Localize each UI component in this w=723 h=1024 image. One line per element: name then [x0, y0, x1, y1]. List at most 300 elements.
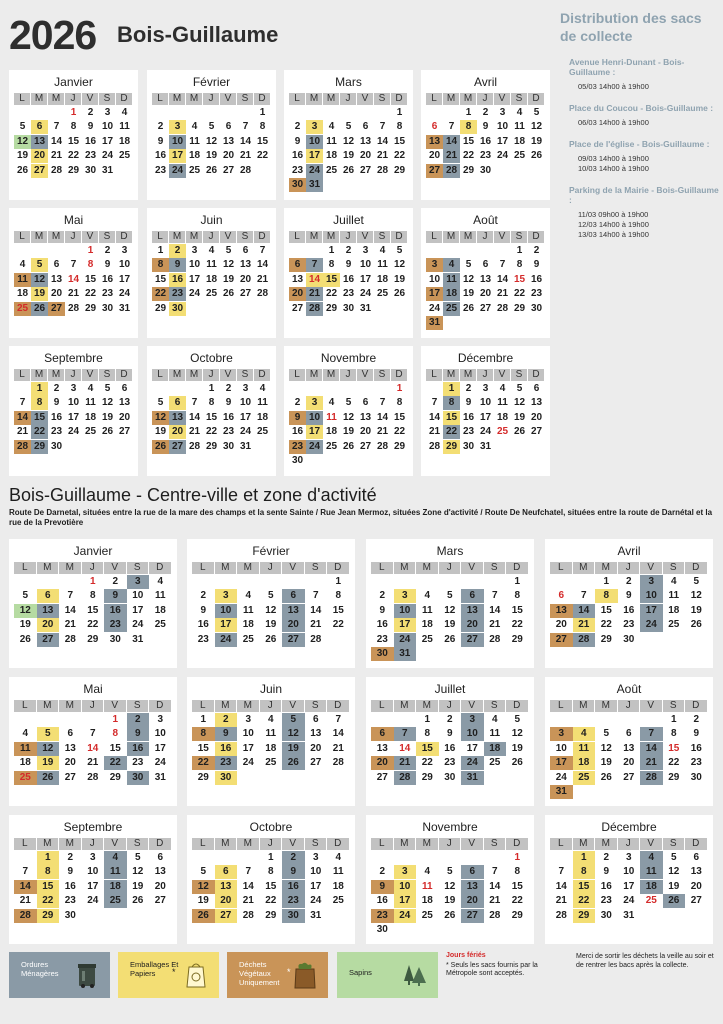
month-décembre [545, 815, 713, 944]
day-cell: 21 [64, 619, 76, 630]
month-grid [192, 838, 355, 923]
day-cell: 8 [573, 865, 596, 879]
day-cell: 18 [242, 619, 254, 630]
day-cell: 9 [104, 259, 111, 270]
day-cell: 8 [514, 866, 521, 877]
day-cell: 5 [514, 713, 521, 725]
day-cell: 3 [312, 851, 319, 863]
day-cell: 18 [104, 880, 127, 894]
day-cell: 18 [668, 604, 680, 616]
month-name: Avril [617, 544, 641, 558]
day-cell: 7 [491, 866, 498, 877]
legend-emballages-label: Emballages Et Papiers [130, 960, 179, 978]
distribution-time: 10/03 14h00 à 19h00 [578, 164, 649, 173]
day-cell: 4 [259, 382, 266, 394]
month-octobre [187, 815, 355, 944]
day-cell: 6 [225, 121, 232, 132]
day-cell: 8 [424, 728, 431, 739]
day-cell: 25 [489, 757, 501, 768]
day-cell: 4 [379, 244, 386, 256]
weekday-header: V [461, 562, 484, 574]
day-cell: 22 [513, 288, 526, 299]
legend-emballages-star: * [172, 967, 176, 977]
month-name: Février [252, 544, 290, 558]
day-cell: 14 [188, 411, 201, 423]
day-cell: 25 [496, 426, 509, 437]
weekday-header: S [127, 700, 150, 712]
day-cell: 9 [87, 121, 94, 132]
day-cell: 19 [197, 895, 209, 906]
day-cell: 5 [200, 866, 207, 877]
weekday-header: S [663, 838, 686, 850]
day-cell: 20 [37, 618, 60, 632]
month-grid [426, 93, 550, 178]
day-cell: 18 [154, 604, 166, 616]
weekday-header: M [59, 700, 82, 712]
day-cell: 10 [461, 727, 484, 741]
day-cell: 21 [394, 756, 417, 770]
day-cell: 23 [462, 426, 475, 437]
day-cell: 29 [511, 633, 523, 645]
day-cell: 15 [393, 135, 406, 147]
day-cell: 12 [393, 259, 406, 270]
day-cell: 31 [310, 909, 322, 921]
day-cell: 10 [169, 135, 186, 149]
month-name: Mai [63, 213, 84, 227]
day-cell: 25 [573, 771, 596, 785]
weekday-header: D [528, 93, 545, 105]
weekday-header: L [14, 369, 31, 381]
day-cell: 4 [640, 851, 663, 865]
weekday-header: V [220, 369, 237, 381]
month-grid [426, 369, 550, 454]
day-cell: 4 [267, 713, 274, 725]
weekday-header: M [306, 369, 323, 381]
day-cell: 11 [573, 742, 596, 756]
day-cell: 16 [104, 604, 127, 618]
weekday-header: L [371, 562, 394, 574]
day-cell: 27 [426, 164, 443, 178]
day-cell: 1 [87, 244, 94, 256]
month-novembre [284, 346, 413, 476]
day-cell: 5 [345, 397, 352, 408]
empty-day [484, 575, 507, 589]
day-cell: 10 [215, 604, 238, 618]
day-cell: 25 [668, 619, 680, 630]
day-cell: 11 [242, 604, 254, 616]
day-cell: 14 [239, 135, 252, 147]
weekday-header: M [215, 562, 238, 574]
weekday-header: M [169, 369, 186, 381]
day-cell: 31 [306, 178, 323, 192]
section-2-title: Bois-Guillaume - Centre-ville et zone d'activité [9, 485, 377, 505]
day-cell: 5 [22, 590, 29, 601]
day-cell: 5 [446, 590, 453, 601]
day-cell: 12 [222, 259, 235, 270]
weekday-header: L [426, 93, 443, 105]
month-name: Septembre [44, 351, 103, 365]
weekday-header: D [149, 700, 172, 712]
day-cell: 16 [376, 619, 388, 630]
day-cell: 27 [215, 909, 238, 923]
day-cell: 4 [121, 106, 128, 118]
day-cell: 23 [623, 619, 635, 630]
day-cell: 9 [53, 397, 60, 408]
weekday-header: J [477, 231, 494, 243]
day-cell: 13 [291, 273, 304, 285]
day-cell: 23 [64, 895, 76, 906]
month-grid [550, 562, 713, 647]
day-cell: 2 [446, 713, 453, 725]
day-cell: 30 [690, 771, 702, 783]
day-cell: 4 [491, 713, 498, 725]
empty-day [371, 851, 394, 865]
empty-day [550, 713, 573, 727]
day-cell: 7 [394, 727, 417, 741]
day-cell: 7 [19, 397, 26, 408]
day-cell: 2 [104, 244, 111, 256]
day-cell: 27 [550, 633, 573, 647]
day-cell: 17 [310, 880, 322, 892]
day-cell: 21 [496, 288, 509, 299]
day-cell: 15 [265, 880, 277, 892]
day-cell: 11 [257, 397, 268, 408]
day-cell: 27 [623, 771, 635, 783]
day-cell: 28 [496, 302, 509, 314]
day-cell: 15 [573, 880, 596, 894]
weekday-header: D [254, 231, 271, 243]
day-cell: 6 [482, 259, 489, 270]
day-cell: 27 [48, 302, 65, 316]
month-name: Juin [259, 682, 282, 696]
day-cell: 11 [421, 604, 433, 616]
legend-vegetaux [227, 952, 328, 998]
day-cell: 25 [118, 150, 131, 161]
day-cell: 7 [499, 259, 506, 270]
day-cell: 8 [37, 865, 60, 879]
weekday-header: D [254, 93, 271, 105]
day-cell: 16 [479, 135, 492, 147]
month-août [421, 208, 550, 338]
weekday-header: D [528, 369, 545, 381]
day-cell: 1 [465, 106, 472, 118]
empty-day [14, 382, 31, 396]
month-name: Novembre [422, 820, 478, 834]
day-cell: 29 [67, 164, 80, 176]
weekday-header: V [357, 231, 374, 243]
day-cell: 25 [645, 895, 657, 906]
empty-day [439, 575, 462, 589]
day-cell: 23 [169, 287, 186, 301]
day-cell: 27 [461, 909, 484, 923]
day-cell: 17 [154, 742, 166, 754]
day-cell: 20 [479, 288, 492, 299]
fir-trees-icon [402, 960, 428, 990]
day-cell: 6 [371, 727, 394, 741]
day-cell: 21 [239, 150, 252, 161]
day-cell: 4 [670, 575, 677, 587]
day-cell: 29 [265, 909, 277, 921]
month-grid [192, 700, 355, 785]
empty-day [186, 106, 203, 120]
day-cell: 18 [496, 411, 509, 423]
weekday-header: L [192, 700, 215, 712]
day-cell: 24 [87, 895, 99, 906]
day-cell: 15 [668, 742, 680, 754]
month-name: Avril [473, 75, 498, 89]
weekday-header: L [289, 93, 306, 105]
month-name: Mars [335, 75, 362, 89]
weekday-header: S [127, 838, 150, 850]
day-cell: 24 [306, 440, 323, 454]
day-cell: 26 [393, 288, 406, 299]
day-cell: 20 [461, 894, 484, 908]
empty-day [220, 106, 237, 120]
month-janvier [9, 539, 177, 668]
empty-day [443, 106, 460, 120]
day-cell: 17 [169, 149, 186, 163]
day-cell: 25 [265, 757, 277, 768]
distribution-time: 09/03 14h00 à 19h00 [578, 154, 649, 163]
day-cell: 9 [200, 604, 207, 616]
day-cell: 22 [600, 619, 612, 630]
day-cell: 25 [513, 150, 526, 161]
day-cell: 29 [443, 440, 460, 454]
day-cell: 25 [443, 302, 460, 316]
day-cell: 7 [448, 121, 455, 132]
day-cell: 7 [259, 244, 266, 256]
day-cell: 9 [693, 728, 700, 739]
weekday-header: J [203, 231, 220, 243]
distribution-location: Place de l'église - Bois-Guillaume : [569, 139, 710, 149]
weekday-header: V [494, 369, 511, 381]
day-cell: 7 [431, 397, 438, 408]
day-cell: 11 [14, 742, 37, 756]
day-cell: 23 [444, 757, 456, 768]
day-cell: 22 [265, 895, 277, 906]
weekday-header: M [59, 838, 82, 850]
day-cell: 4 [87, 382, 94, 394]
day-cell: 8 [443, 396, 460, 410]
weekday-header: V [104, 838, 127, 850]
day-cell: 18 [265, 742, 277, 754]
day-cell: 19 [513, 411, 526, 423]
day-cell: 12 [444, 880, 456, 892]
day-cell: 15 [416, 742, 439, 756]
weekday-header: M [460, 93, 477, 105]
month-juillet [284, 208, 413, 338]
day-cell: 8 [267, 866, 274, 877]
day-cell: 21 [67, 288, 80, 299]
weekday-header: M [416, 838, 439, 850]
month-avril [545, 539, 713, 668]
day-cell: 11 [154, 590, 166, 601]
day-cell: 8 [87, 259, 94, 270]
day-cell: 20 [359, 426, 372, 437]
day-cell: 24 [188, 288, 201, 299]
day-cell: 26 [265, 633, 277, 645]
day-cell: 9 [294, 135, 301, 147]
day-cell: 20 [310, 742, 322, 754]
weekday-header: M [169, 93, 186, 105]
day-cell: 12 [14, 135, 31, 149]
day-cell: 19 [132, 880, 144, 892]
day-cell: 17 [394, 894, 417, 908]
month-septembre [9, 346, 138, 476]
weekday-header: V [494, 93, 511, 105]
day-cell: 9 [603, 866, 610, 877]
day-cell: 27 [169, 440, 186, 454]
day-cell: 16 [50, 411, 63, 423]
day-cell: 26 [342, 164, 355, 176]
day-cell: 21 [443, 149, 460, 163]
day-cell: 22 [205, 426, 218, 437]
day-cell: 21 [87, 757, 99, 768]
day-cell: 13 [623, 742, 635, 754]
weekday-header: J [439, 838, 462, 850]
day-cell: 19 [282, 742, 305, 756]
day-cell: 30 [342, 302, 355, 314]
weekday-header: D [506, 562, 529, 574]
day-cell: 1 [603, 575, 610, 587]
day-cell: 26 [282, 756, 305, 770]
day-cell: 22 [443, 425, 460, 439]
day-cell: 5 [465, 259, 472, 270]
weekday-header: S [305, 838, 328, 850]
day-cell: 18 [332, 880, 344, 892]
day-cell: 12 [690, 590, 702, 601]
day-cell: 8 [259, 121, 266, 132]
month-name: Février [192, 75, 231, 89]
weekday-header: V [220, 231, 237, 243]
day-cell: 13 [215, 880, 238, 894]
distribution-time: 05/03 14h00 à 19h00 [578, 82, 649, 91]
empty-day [215, 575, 238, 589]
holidays-title: Jours fériés [446, 952, 486, 959]
weekday-header: L [14, 93, 31, 105]
day-cell: 19 [668, 880, 680, 892]
empty-day [169, 382, 186, 396]
day-cell: 5 [670, 851, 677, 863]
day-cell: 14 [376, 135, 389, 147]
day-cell: 19 [444, 895, 456, 906]
day-cell: 4 [191, 121, 198, 132]
month-grid [192, 562, 355, 647]
weekday-header: S [305, 562, 328, 574]
day-cell: 10 [239, 397, 252, 408]
day-cell: 2 [465, 382, 472, 394]
day-cell: 19 [37, 756, 60, 770]
day-cell: 2 [215, 713, 238, 727]
weekday-header: V [494, 231, 511, 243]
day-cell: 8 [328, 259, 335, 270]
day-cell: 15 [67, 135, 80, 147]
day-cell: 16 [222, 411, 235, 423]
day-cell: 18 [513, 135, 526, 147]
weekday-header: S [374, 231, 391, 243]
day-cell: 10 [310, 866, 322, 877]
day-cell: 1 [89, 575, 96, 587]
day-cell: 15 [87, 604, 99, 616]
weekday-header: M [37, 562, 60, 574]
weekday-header: S [663, 562, 686, 574]
day-cell: 25 [14, 771, 37, 785]
day-cell: 1 [267, 851, 274, 863]
day-cell: 23 [690, 757, 702, 768]
day-cell: 20 [215, 894, 238, 908]
weekday-header: M [215, 700, 238, 712]
day-cell: 7 [53, 121, 60, 132]
day-cell: 16 [462, 411, 475, 423]
day-cell: 21 [50, 150, 63, 161]
day-cell: 30 [282, 909, 305, 923]
day-cell: 3 [242, 382, 249, 394]
day-cell: 29 [393, 440, 406, 452]
day-cell: 20 [64, 757, 76, 768]
weekday-header: M [573, 700, 596, 712]
day-cell: 3 [191, 244, 198, 256]
day-cell: 15 [109, 742, 121, 754]
day-cell: 30 [127, 771, 150, 785]
day-cell: 14 [14, 411, 31, 425]
day-cell: 6 [37, 589, 60, 603]
month-grid [550, 700, 713, 799]
weekday-header: M [186, 369, 203, 381]
day-cell: 22 [325, 288, 338, 299]
month-février [187, 539, 355, 668]
day-cell: 11 [443, 273, 460, 287]
day-cell: 6 [693, 851, 700, 863]
recycling-bag-icon [183, 960, 209, 990]
day-cell: 20 [623, 757, 635, 768]
month-grid [371, 562, 534, 661]
day-cell: 17 [242, 742, 254, 754]
day-cell: 6 [431, 121, 438, 132]
day-cell: 23 [222, 426, 235, 437]
day-cell: 4 [22, 728, 29, 739]
weekday-header: V [104, 700, 127, 712]
day-cell: 3 [550, 727, 573, 741]
empty-day [14, 575, 37, 589]
weekday-header: M [460, 231, 477, 243]
empty-day [394, 851, 417, 865]
day-cell: 19 [393, 273, 406, 285]
day-cell: 13 [118, 397, 131, 408]
day-cell: 8 [514, 590, 521, 601]
day-cell: 20 [222, 150, 235, 161]
weekday-header: D [506, 700, 529, 712]
day-cell: 15 [154, 273, 167, 285]
weekday-header: L [289, 231, 306, 243]
day-cell: 23 [376, 633, 388, 645]
day-cell: 15 [323, 273, 340, 287]
weekday-header: D [254, 369, 271, 381]
day-cell: 2 [379, 590, 386, 601]
day-cell: 20 [118, 411, 131, 423]
day-cell: 23 [84, 150, 97, 161]
day-cell: 24 [394, 909, 417, 923]
day-cell: 22 [104, 756, 127, 770]
weekday-header: D [685, 700, 708, 712]
day-cell: 28 [640, 771, 663, 785]
day-cell: 21 [16, 426, 29, 437]
day-cell: 29 [393, 164, 406, 176]
day-cell: 26 [205, 164, 218, 176]
empty-day [394, 575, 417, 589]
day-cell: 28 [489, 633, 501, 645]
month-grid [371, 700, 534, 785]
day-cell: 1 [443, 382, 460, 396]
